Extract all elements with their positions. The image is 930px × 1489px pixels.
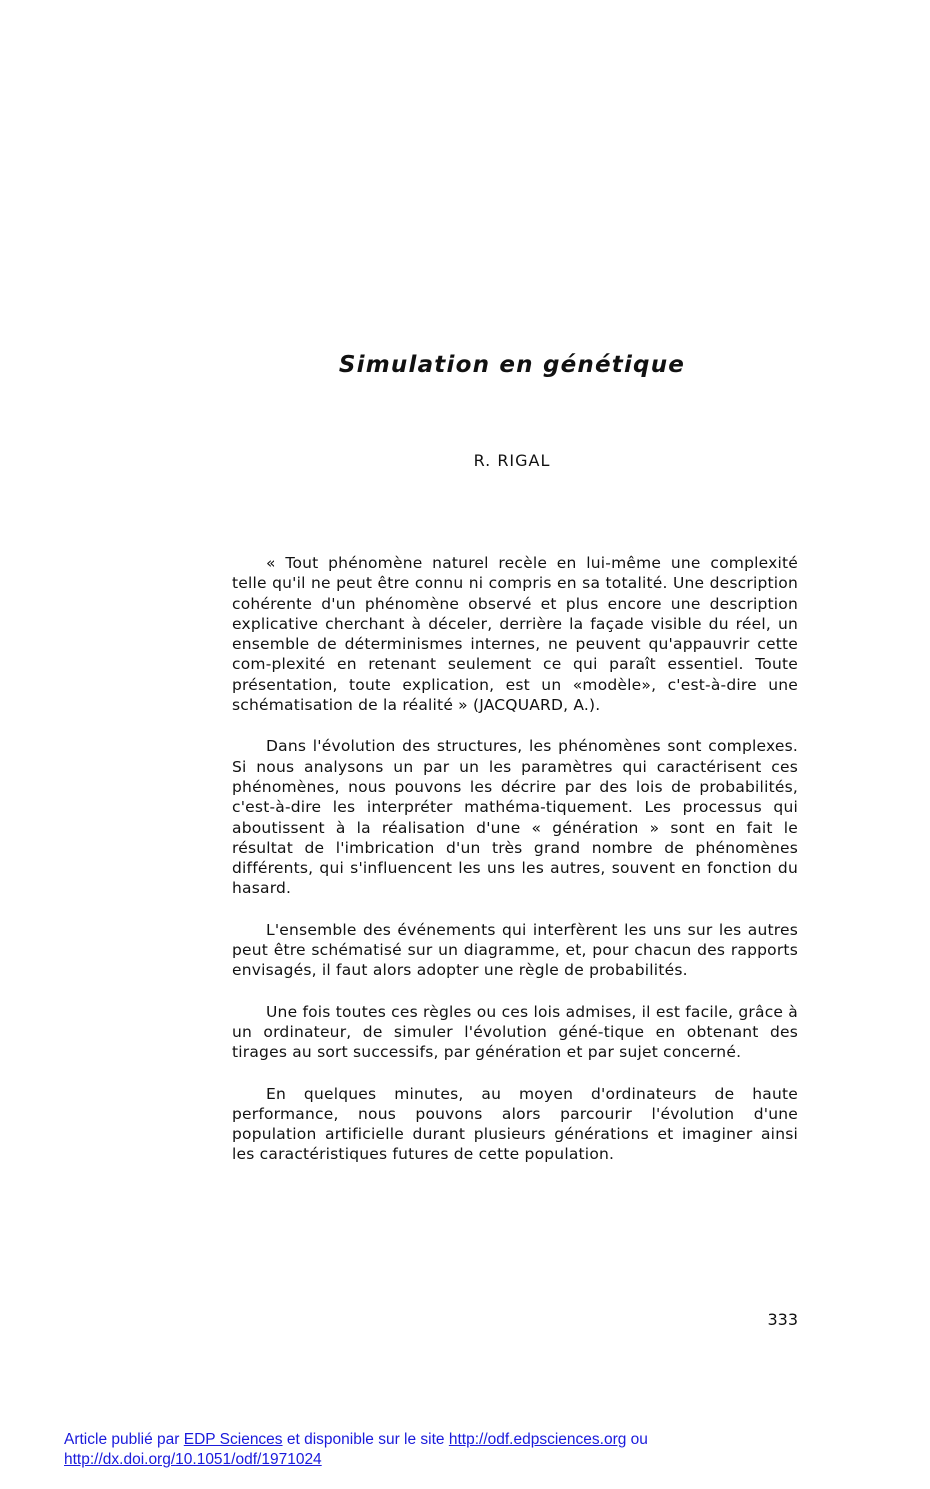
paragraph-computers: En quelques minutes, au moyen d'ordinateurs de haute performance, nous pouvons alors parcourir l'évolution d'une population artificielle durant plusieurs générations et imaginer ainsi les caractéristiques futures de cette population. bbox=[232, 1084, 798, 1164]
article-body bbox=[232, 553, 798, 1186]
footer-text-or: ou bbox=[626, 1431, 648, 1448]
page-number: 333 bbox=[767, 1310, 798, 1329]
paragraph-rules: Une fois toutes ces règles ou ces lois admises, il est facile, grâce à un ordinateur, de simuler l'évolution géné-tique en obtenant des tirages au sort successifs, par génération et par sujet concerné. bbox=[232, 1002, 798, 1062]
doi-link[interactable]: http://dx.doi.org/10.1051/odf/1971024 bbox=[64, 1451, 322, 1468]
author-name: R. RIGAL bbox=[473, 451, 551, 470]
footer-text-published: Article publié par bbox=[64, 1431, 184, 1448]
paragraph-quote: « Tout phénomène naturel recèle en lui-même une complexité telle qu'il ne peut être connu ni compris en sa totalité. Une description cohérente d'un phénomène observé et plus encore une description explicative cherchant à déceler, derrière la façade visible du réel, un ensemble de déterminismes internes, ne peuvent qu'appauvrir cette com-plexité en retenant seulement ce qui paraît essentiel. Toute présentation, toute explication, est un «modèle», c'est-à-dire une schématisation de la réalité » (JACQUARD, A.). bbox=[232, 554, 798, 715]
paragraph-evolution: Dans l'évolution des structures, les phénomènes sont complexes. Si nous analysons un par un les paramètres qui caractérisent ces phénomènes, nous pouvons les décrire par des lois de probabilités, c'est-à-dire les interpréter mathéma-tiquement. Les processus qui aboutissent à la réalisation d'une « génération » sont en fait le résultat de l'imbrication d'un très grand nombre de phénomènes différents, qui s'influencent les uns les autres, souvent en fonction du hasard. bbox=[232, 737, 798, 898]
publisher-footer bbox=[64, 1430, 904, 1470]
publisher-link[interactable]: EDP Sciences bbox=[183, 1431, 283, 1448]
paragraph-events: L'ensemble des événements qui interfèrent les uns sur les autres peut être schématisé sur un diagramme, et, pour chacun des rapports envisagés, il faut alors adopter une règle de probabilités. bbox=[232, 920, 798, 980]
article-title: Simulation en génétique bbox=[338, 352, 686, 378]
site-link[interactable]: http://odf.edpsciences.org bbox=[448, 1431, 627, 1448]
footer-text-available: et disponible sur le site bbox=[282, 1431, 449, 1448]
